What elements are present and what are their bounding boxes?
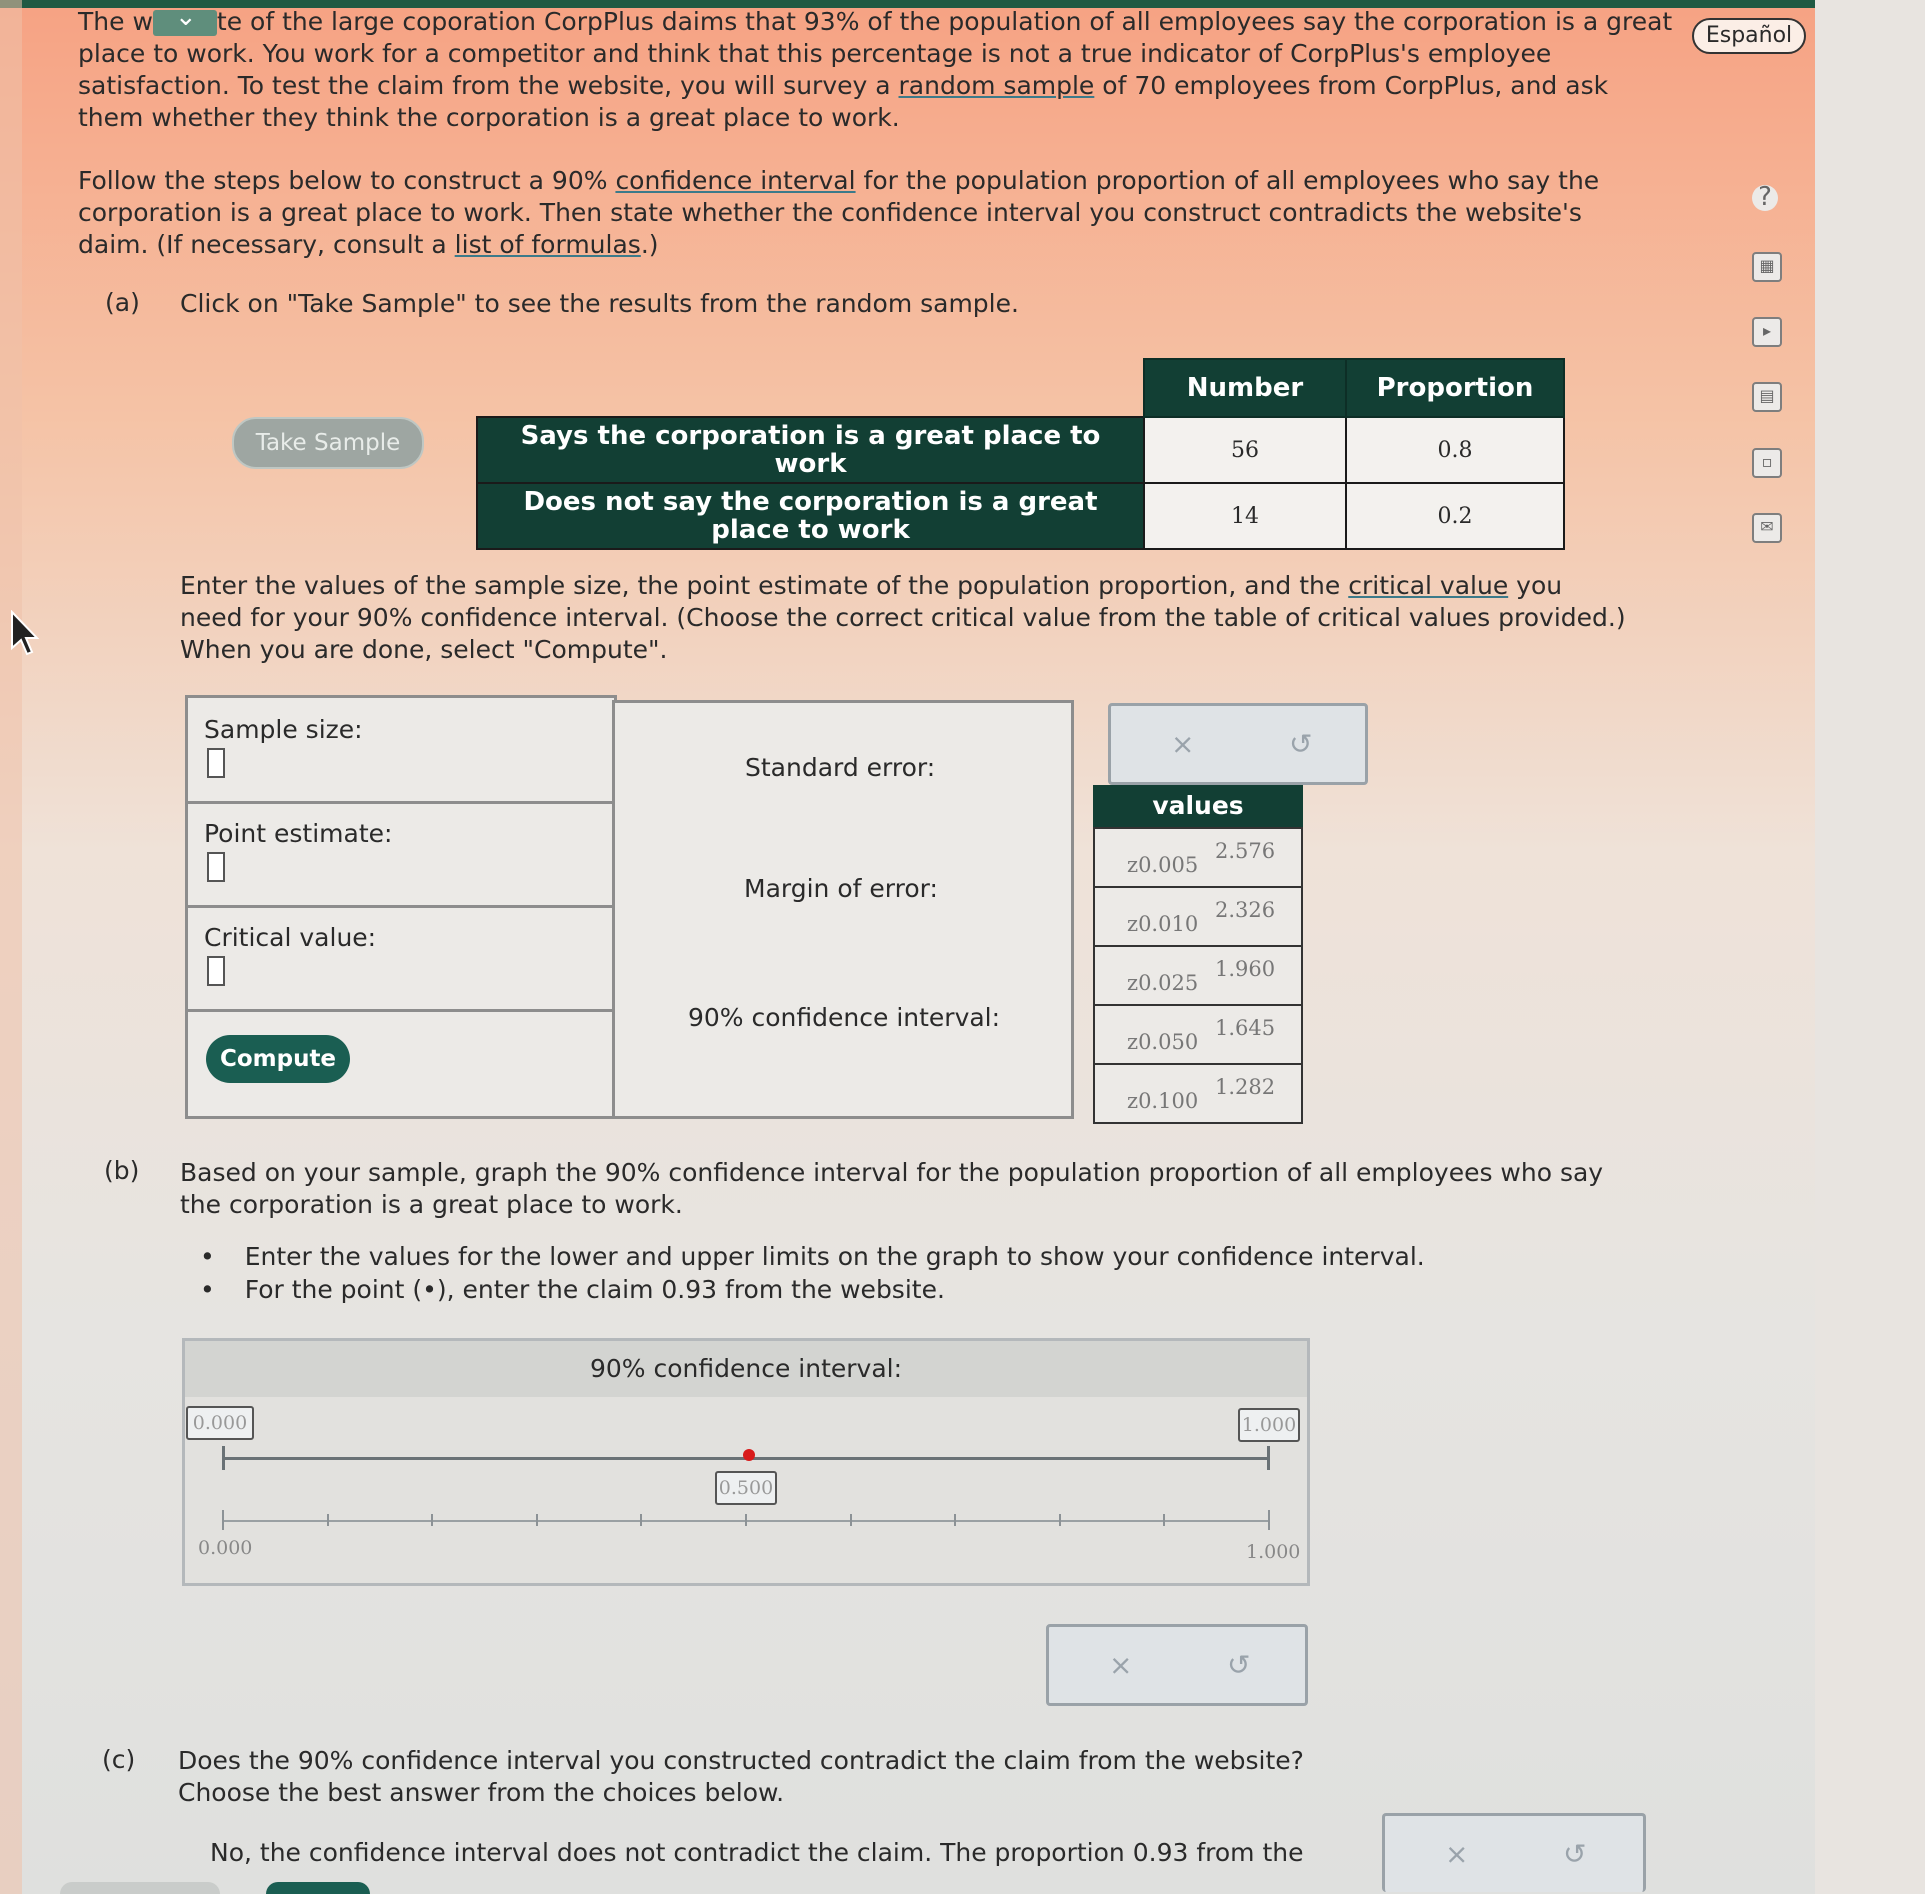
axis-min-label: 0.000 xyxy=(198,1537,253,1559)
graph-title: 90% confidence interval: xyxy=(185,1341,1307,1397)
critical-value-link[interactable]: critical value xyxy=(1348,571,1509,600)
axis-tick xyxy=(536,1514,538,1526)
proportion-cell: 0.8 xyxy=(1346,417,1564,483)
intro-line-3: satisfaction. To test the claim from the website, you will survey a random sample of 70 employees from CorpPlus, and ask xyxy=(78,71,1609,100)
intro-line-4: them whether they think the corporation is a great place to work. xyxy=(78,103,900,132)
answer-controls-c xyxy=(1382,1813,1646,1892)
clear-button[interactable]: × xyxy=(1445,1837,1469,1871)
column-header-proportion: Proportion xyxy=(1346,359,1564,417)
undo-button[interactable]: ↺ xyxy=(1289,727,1313,761)
confidence-interval-label: 90% confidence interval: xyxy=(688,1003,1001,1032)
data-icon[interactable]: ▫ xyxy=(1752,448,1782,478)
axis-tick xyxy=(640,1514,642,1526)
critical-row: z0.100 1.282 xyxy=(1093,1065,1303,1124)
critical-value-label: Critical value: xyxy=(204,923,377,952)
chevron-down-icon[interactable] xyxy=(153,10,217,36)
answer-controls-a xyxy=(1108,703,1368,785)
critical-value-input[interactable] xyxy=(207,956,225,986)
claim-point-marker[interactable] xyxy=(743,1449,755,1461)
sample-size-label: Sample size: xyxy=(204,715,363,744)
bullet-1: • Enter the values for the lower and upper limits on the graph to show your confidence interval. xyxy=(200,1242,1425,1271)
axis-tick xyxy=(1163,1514,1165,1526)
critical-row: z0.010 2.326 xyxy=(1093,888,1303,947)
upper-limit-input[interactable]: 1.000 xyxy=(1238,1408,1300,1442)
undo-button[interactable]: ↺ xyxy=(1563,1837,1587,1871)
steps-line-1: Follow the steps below to construct a 90% confidence interval for the population proportion of all employees who say the xyxy=(78,166,1600,195)
critical-values-table xyxy=(1093,785,1303,1124)
table-row xyxy=(477,483,1564,549)
prev-button[interactable] xyxy=(60,1882,220,1894)
steps-line-3: daim. (If necessary, consult a list of formulas.) xyxy=(78,230,659,259)
clear-button[interactable]: × xyxy=(1171,727,1195,761)
compute-button[interactable]: Compute xyxy=(206,1035,350,1083)
confidence-interval-link[interactable]: confidence interval xyxy=(615,166,856,195)
help-icon[interactable]: ? xyxy=(1752,185,1778,211)
mail-icon[interactable]: ✉ xyxy=(1752,513,1782,543)
part-a-letter: (a) xyxy=(105,288,140,317)
intro-line-2: place to work. You work for a competitor and think that this percentage is not a true indicator of CorpPlus's employee xyxy=(78,39,1552,68)
next-button[interactable] xyxy=(266,1882,370,1894)
left-edge xyxy=(0,0,22,1894)
clear-button[interactable]: × xyxy=(1109,1648,1133,1682)
table-row xyxy=(477,417,1564,483)
undo-button[interactable]: ↺ xyxy=(1227,1648,1251,1682)
critical-row: z0.050 1.645 xyxy=(1093,1006,1303,1065)
axis-tick xyxy=(1268,1510,1270,1530)
number-cell: 56 xyxy=(1144,417,1346,483)
axis-tick xyxy=(954,1514,956,1526)
column-header-number: Number xyxy=(1144,359,1346,417)
part-b-letter: (b) xyxy=(104,1156,140,1185)
sample-size-input[interactable] xyxy=(207,748,225,778)
intro-line-1: The w⌄ te of the large coporation CorpPlus daims that 93% of the population of all employees say the corporation is a great xyxy=(78,6,1672,37)
axis-tick xyxy=(850,1514,852,1526)
instruction-line-1: Enter the values of the sample size, the point estimate of the population proportion, and the critical value you xyxy=(180,571,1563,600)
reference-icon[interactable]: ▤ xyxy=(1752,382,1782,412)
steps-line-2: corporation is a great place to work. Then state whether the confidence interval you construct contradicts the website's xyxy=(78,198,1582,227)
row-label: Says the corporation is a great place to work xyxy=(477,417,1144,483)
mouse-cursor-icon xyxy=(10,610,40,658)
number-cell: 14 xyxy=(1144,483,1346,549)
point-estimate-label: Point estimate: xyxy=(204,819,393,848)
axis-tick xyxy=(745,1514,747,1526)
proportion-cell: 0.2 xyxy=(1346,483,1564,549)
part-a-text: Click on "Take Sample" to see the results from the random sample. xyxy=(180,289,1019,318)
answer-option-1[interactable]: No, the confidence interval does not contradict the claim. The proportion 0.93 from the xyxy=(210,1838,1304,1867)
take-sample-button[interactable]: Take Sample xyxy=(232,417,424,469)
axis-tick xyxy=(1059,1514,1061,1526)
sample-results-table xyxy=(476,358,1565,550)
point-value-input[interactable]: 0.500 xyxy=(715,1471,777,1505)
lower-bracket[interactable] xyxy=(222,1446,225,1470)
list-of-formulas-link[interactable]: list of formulas xyxy=(454,230,641,259)
part-c-line-2: Choose the best answer from the choices below. xyxy=(178,1778,785,1807)
video-icon[interactable]: ▸ xyxy=(1752,317,1782,347)
part-c-line-1: Does the 90% confidence interval you constructed contradict the claim from the website? xyxy=(178,1746,1304,1775)
bullet-2: • For the point (•), enter the claim 0.93 from the website. xyxy=(200,1275,945,1304)
axis-max-label: 1.000 xyxy=(1246,1541,1301,1563)
point-estimate-input[interactable] xyxy=(207,852,225,882)
upper-bracket[interactable] xyxy=(1267,1446,1270,1470)
instruction-line-3: When you are done, select "Compute". xyxy=(180,635,668,664)
part-c-letter: (c) xyxy=(102,1745,136,1774)
critical-row: z0.025 1.960 xyxy=(1093,947,1303,1006)
random-sample-link[interactable]: random sample xyxy=(898,71,1095,100)
part-b-line-2: the corporation is a great place to work. xyxy=(180,1190,683,1219)
row-label: Does not say the corporation is a great place to work xyxy=(477,483,1144,549)
part-b-line-1: Based on your sample, graph the 90% confidence interval for the population proportion of all employees who say xyxy=(180,1158,1604,1187)
critical-row: z0.005 2.576 xyxy=(1093,827,1303,888)
answer-controls-b xyxy=(1046,1624,1308,1706)
axis-tick xyxy=(222,1510,224,1530)
right-tool-pane xyxy=(1815,0,1925,1894)
instruction-line-2: need for your 90% confidence interval. (Choose the correct critical value from the table of critical values provided.) xyxy=(180,603,1626,632)
espanol-button[interactable]: Español xyxy=(1692,18,1806,54)
lower-limit-input[interactable]: 0.000 xyxy=(186,1406,254,1440)
critical-values-header: values xyxy=(1093,785,1303,827)
margin-of-error-label: Margin of error: xyxy=(744,874,938,903)
confidence-interval-graph xyxy=(182,1338,1310,1586)
calculator-icon[interactable]: ▦ xyxy=(1752,252,1782,282)
axis-tick xyxy=(431,1514,433,1526)
standard-error-label: Standard error: xyxy=(745,753,936,782)
axis-tick xyxy=(327,1514,329,1526)
